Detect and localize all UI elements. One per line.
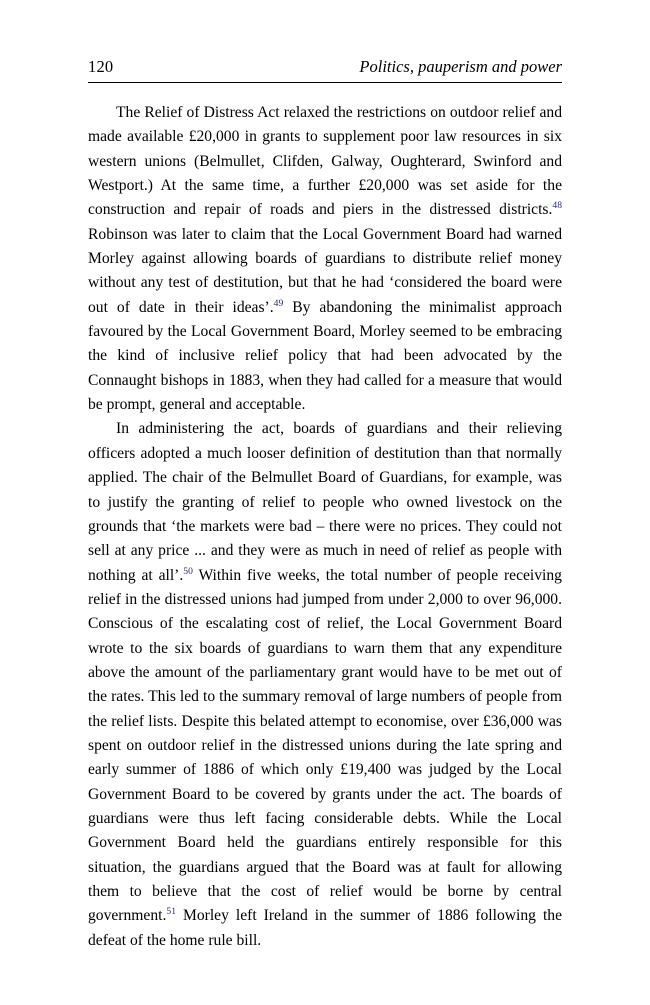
paragraph: The Relief of Distress Act relaxed the restrictions on outdoor relief and made available £20,000 in grants to supplement poor law resources in six western unions (Belmullet, Clifden, Galway, Oughterard, Swinford and Westport.) At the same time, a further £20,000 was set aside for the construction and repair of roads and piers in the distressed districts.$^{48}$ Robinson was later to claim that the Local Government Board had warned Morley against allowing boards of guardians to distribute relief money without any test of destitution, but that he had ‘considered the board were out of date in their ideas’.$^{49}$ By abandoning the minimalist approach favoured by the Local Government Board, Morley seemed to be embracing the kind of inclusive relief policy that had been advocated by the Connaught bishops in 1883, when they had called for a measure that would be prompt, general and acceptable. bbox=[88, 104, 562, 414]
footnote-marker[interactable]: 50 bbox=[183, 565, 193, 577]
paragraph: In administering the act, boards of guardians and their relieving officers adopted a much looser definition of destitution than that normally applied. The chair of the Belmullet Board of Guardians, for example, was to justify the granting of relief to people who owned livestock on the grounds that ‘the markets were bad – there were no prices. They could not sell at any price ... and they were as much in need of relief as people with nothing at all’.$^{50}$ Within five weeks, the total number of people receiving relief in the distressed unions had jumped from under 2,000 to over 96,000. Conscious of the escalating cost of relief, the Local Government Board wrote to the six boards of guardians to warn them that any expenditure above the amount of the parliamentary grant would have to be met out of the rates. This led to the summary removal of large numbers of people from the relief lists. Despite this belated attempt to economise, over £36,000 was spent on outdoor relief in the distressed unions during the late spring and early summer of 1886 of which only £19,400 was judged by the Local Government Board to be covered by grants under the act. The boards of guardians were thus left facing considerable debts. While the Local Government Board held the guardians entirely responsible for this situation, the guardians argued that the Board was at fault for allowing them to believe that the cost of relief would be borne by central government.$^{51}$ Morley left Ireland in the summer of 1886 following the defeat of the home rule bill. bbox=[88, 420, 562, 949]
footnote-marker[interactable]: 49 bbox=[273, 297, 284, 309]
footnote-marker[interactable]: 48 bbox=[552, 200, 562, 212]
body-text bbox=[88, 101, 562, 953]
footnote-marker[interactable]: 51 bbox=[166, 906, 176, 918]
page-number: 120 bbox=[88, 57, 114, 76]
page-header bbox=[88, 57, 562, 83]
running-title: Politics, pauperism and power bbox=[359, 57, 562, 76]
